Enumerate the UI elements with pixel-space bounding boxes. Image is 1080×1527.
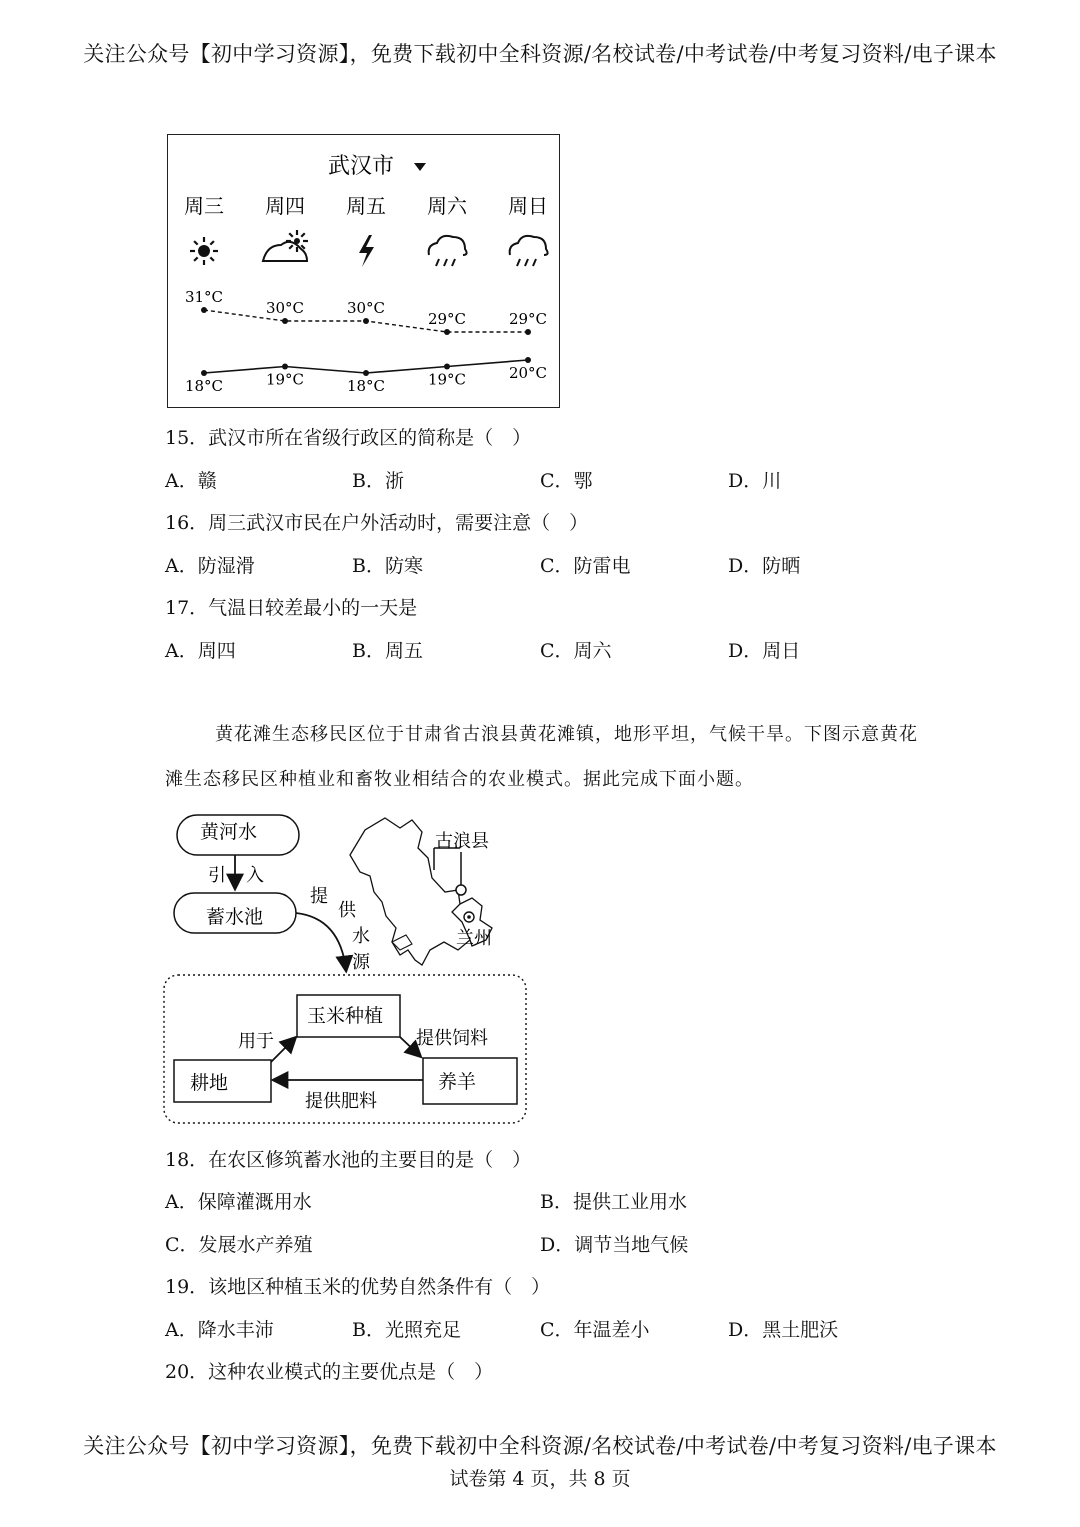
low-temp-point [444,364,450,370]
weather-forecast-panel [167,134,560,408]
q17-option-d[interactable]: D．周日 [728,640,801,662]
reservoir-label: 蓄水池 [206,906,264,928]
q15-option-b[interactable]: B．浙 [352,470,404,492]
q16-option-c[interactable]: C．防雷电 [540,555,631,577]
sun-cloud-icon [263,230,308,261]
yellow-river-label: 黄河水 [200,821,258,843]
question-17-stem: 17．气温日较差最小的一天是 [165,597,418,619]
q17-option-b[interactable]: B．周五 [352,640,423,662]
low-temp-label: 20°C [508,364,548,382]
q18-option-b[interactable]: B．提供工业用水 [540,1191,687,1213]
passage-line-2: 滩生态移民区种植业和畜牧业相结合的农业模式。据此完成下面小题。 [165,769,754,790]
gulang-marker [456,885,466,895]
q18-option-c[interactable]: C．发展水产养殖 [165,1234,313,1256]
q18-option-a[interactable]: A．保障灌溉用水 [165,1191,312,1213]
low-temp-label: 19°C [265,370,305,389]
low-temp-point [525,357,531,363]
ru-label: 入 [246,865,264,886]
high-temp-label: 29°C [427,310,467,328]
city-name: 武汉市 [328,154,395,179]
high-temp-point [444,329,450,335]
provide-char-2: 供 [338,900,356,921]
sun-icon [190,237,218,265]
day-label: 周三 [184,194,224,218]
farmland-to-corn-arrow [271,1038,295,1062]
q16-option-a[interactable]: A．防湿滑 [165,555,255,577]
q19-option-c[interactable]: C．年温差小 [540,1319,650,1341]
low-temp-label: 19°C [427,370,467,389]
q17-option-a[interactable]: A．周四 [165,640,236,662]
question-16-stem: 16．周三武汉市民在户外活动时，需要注意（ ） [165,512,589,534]
low-temp-label: 18°C [346,377,386,395]
q19-option-a[interactable]: A．降水丰沛 [165,1319,274,1341]
dropdown-arrow-icon[interactable] [414,163,426,171]
high-temp-label: 30°C [265,299,305,317]
corn-planting-label: 玉米种植 [307,1005,384,1027]
provide-char-1: 提 [310,886,328,907]
day-label: 周六 [427,194,467,218]
provide-char-4: 源 [352,952,370,973]
provide-char-3: 水 [352,926,370,947]
page-footer: 试卷第 4 页，共 8 页 [449,1468,631,1490]
sheep-label: 养羊 [438,1071,477,1093]
high-temp-label: 29°C [508,310,548,328]
q16-option-b[interactable]: B．防寒 [352,555,423,577]
question-20-stem: 20．这种农业模式的主要优点是（ ） [165,1361,494,1383]
lightning-icon [359,235,374,267]
low-temp-point [201,370,207,376]
day-label: 周五 [346,194,386,218]
promo-banner-bottom: 关注公众号【初中学习资源】，免费下载初中全科资源/名校试卷/中考试卷/中考复习资料/电子课本 [83,1434,997,1458]
q16-option-d[interactable]: D．防晒 [728,555,801,577]
high-temp-point [525,329,531,335]
day-label: 周四 [265,194,305,218]
low-temp-label: 18°C [184,377,224,395]
rain-cloud-icon [429,236,467,266]
rain-cloud-icon [510,236,548,266]
high-temp-point [363,318,369,324]
fertilizer-label: 提供肥料 [305,1091,377,1112]
weather-chart [168,135,561,409]
q15-option-c[interactable]: C．鄂 [540,470,593,492]
supply-water-arrow [296,913,346,970]
q15-option-d[interactable]: D．川 [728,470,782,492]
high-temp-label: 31°C [184,288,224,306]
farmland-label: 耕地 [190,1072,229,1094]
agriculture-model-diagram [160,800,540,1130]
passage-line-1 [165,720,925,746]
feed-label: 提供饲料 [416,1028,488,1049]
q15-option-a[interactable]: A．赣 [165,470,217,492]
q17-option-c[interactable]: C．周六 [540,640,612,662]
high-temp-point [282,318,288,324]
lanzhou-dot [467,915,471,919]
low-temp-point [363,370,369,376]
passage-text-1: 黄花滩生态移民区位于甘肃省古浪县黄花滩镇，地形平坦，气候干旱。下图示意黄花 [215,724,918,745]
gulang-label: 古浪县 [435,831,489,852]
low-temp-point [282,364,288,370]
lanzhou-label: 兰州 [456,928,492,949]
used-for-label: 用于 [238,1031,274,1052]
promo-banner-top: 关注公众号【初中学习资源】，免费下载初中全科资源/名校试卷/中考试卷/中考复习资料/电子课本 [83,42,997,66]
high-temp-point [201,307,207,313]
q19-option-b[interactable]: B．光照充足 [352,1319,461,1341]
question-15-stem: 15．武汉市所在省级行政区的简称是（ ） [165,427,532,449]
question-18-stem: 18．在农区修筑蓄水池的主要目的是（ ） [165,1149,532,1171]
question-19-stem: 19．该地区种植玉米的优势自然条件有（ ） [165,1276,551,1298]
yin-label: 引 [208,865,226,886]
high-temp-label: 30°C [346,299,386,317]
day-label: 周日 [508,194,548,218]
q18-option-d[interactable]: D．调节当地气候 [540,1234,689,1256]
q19-option-d[interactable]: D．黑土肥沃 [728,1319,839,1341]
